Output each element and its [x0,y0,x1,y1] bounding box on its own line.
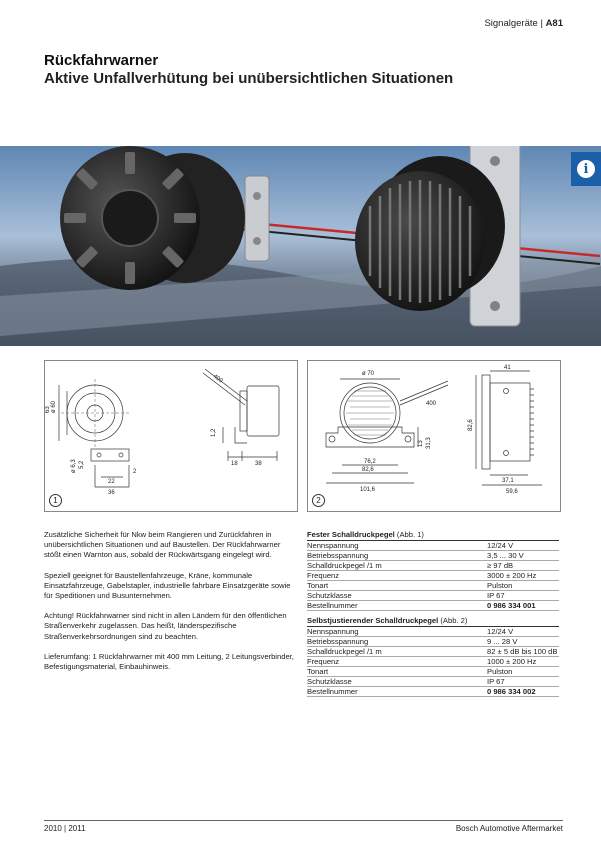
page-title: Rückfahrwarner [44,52,159,69]
fig1-dim-diameter: ø 60 [51,400,57,413]
fig2-dim-diameter: ø 70 [362,371,375,377]
table-row: Nennspannung 12/24 V [307,541,559,551]
fig1-dim-36: 36 [108,490,115,496]
table-row: Tonart Pulston [307,581,559,591]
info-icon: i [577,160,595,178]
product-photo [0,146,601,346]
fig1-dim-18: 18 [231,461,238,467]
table-row: Schutzklasse IP 67 [307,677,559,687]
fig2-dim-41: 41 [504,365,511,371]
page-number: A81 [545,18,563,29]
fig1-dim-hole: ø 6,3 [71,459,77,473]
fig2-dim-13: 13 [418,440,424,447]
info-tab[interactable] [571,152,601,186]
paragraph-intro: Zusätzliche Sicherheit für Nkw beim Rangieren und Zurückfahren in unübersichtlichen Situationen und auf Baustellen. Der Rückfahrwarner stößt einen Warnton aus, sobald der Rückwärtsgang eingelegt wird. [44,530,281,560]
table-row: Frequenz 3000 ± 200 Hz [307,571,559,581]
fig2-dim-37-1: 37,1 [502,478,514,484]
fig2-dim-82-6-side: 82,6 [468,419,474,431]
footer-year: 2010 | 2011 [44,824,86,833]
page-header [484,18,563,29]
fig1-dim-thickness: 1,2 [211,428,217,437]
technical-drawing-1 [44,360,298,512]
figure-number-1: 1 [49,494,62,507]
table-row: Schutzklasse IP 67 [307,591,559,601]
paragraph-usage: Speziell geeignet für Baustellenfahrzeuge, Kräne, kommunale Einsatzfahrzeuge, Gabelstapler, industrielle fahrbare Einsatzgeräte sowie für Speditionen und Busunternehmen. [44,570,291,601]
description-text [44,530,296,682]
order-number-row: Bestellnummer 0 986 334 001 [307,601,559,611]
paragraph-delivery: Lieferumfang: 1 Rückfahrwarner mit 400 mm Leitung, 2 Leitungsverbinder, Befestigungsmaterial, Einbauhinweis. [44,651,294,672]
fig2-dim-59-6: 59,6 [506,489,518,495]
fig1-dim-2: 2 [133,469,137,475]
footer-publisher: Bosch Automotive Aftermarket [455,824,563,833]
header-separator: | [540,18,543,29]
spec-table-adaptive-title: Selbstjustierender Schalldruckpegel (Abb. 2) [307,616,559,627]
table-row: Betriebsspannung 3,5 ... 30 V [307,551,559,561]
fig2-dim-82-6-bottom: 82,6 [362,467,374,473]
fig2-dim-76-2: 76,2 [364,459,376,465]
fig1-dim-height: 63 [45,406,51,413]
fig2-dim-101-6: 101,6 [360,487,376,493]
footer-divider [44,820,563,821]
spec-table-fixed [307,530,559,611]
figure-number-2: 2 [312,494,325,507]
fig2-dim-31-3: 31,3 [426,437,432,449]
technical-drawing-2 [307,360,561,512]
page-subtitle: Aktive Unfallverhütung bei unübersichtlichen Situationen [44,70,454,87]
table-row: Schalldruckpegel /1 m 82 ± 5 dB bis 100 dB [307,647,558,656]
fig1-dim-5-2: 5,2 [79,460,85,469]
section-label: Signalgeräte [484,18,538,29]
fig2-dim-cable: 400 [426,401,437,407]
table-row: Schalldruckpegel /1 m ≥ 97 dB [307,561,559,571]
table-row: Tonart Pulston [307,667,559,677]
table-row: Betriebsspannung 9 ... 28 V [307,637,559,647]
spec-table-fixed-title: Fester Schalldruckpegel (Abb. 1) [307,530,559,541]
fig1-dim-22: 22 [108,479,115,485]
order-number-row: Bestellnummer 0 986 334 002 [307,687,559,697]
spec-table-adaptive [307,616,559,697]
table-row: Frequenz 1000 ± 200 Hz [307,657,559,667]
table-row: Nennspannung 12/24 V [307,627,559,637]
fig1-dim-cable: 400 [211,373,224,385]
paragraph-warning: Achtung! Rückfahrwarner sind nicht in allen Ländern für den öffentlichen Straßenverkehr zugelassen. Das heißt, länderspezifische Straßenverkehrsordnungen sind zu beachten. [44,611,287,641]
fig1-dim-38: 38 [255,461,262,467]
